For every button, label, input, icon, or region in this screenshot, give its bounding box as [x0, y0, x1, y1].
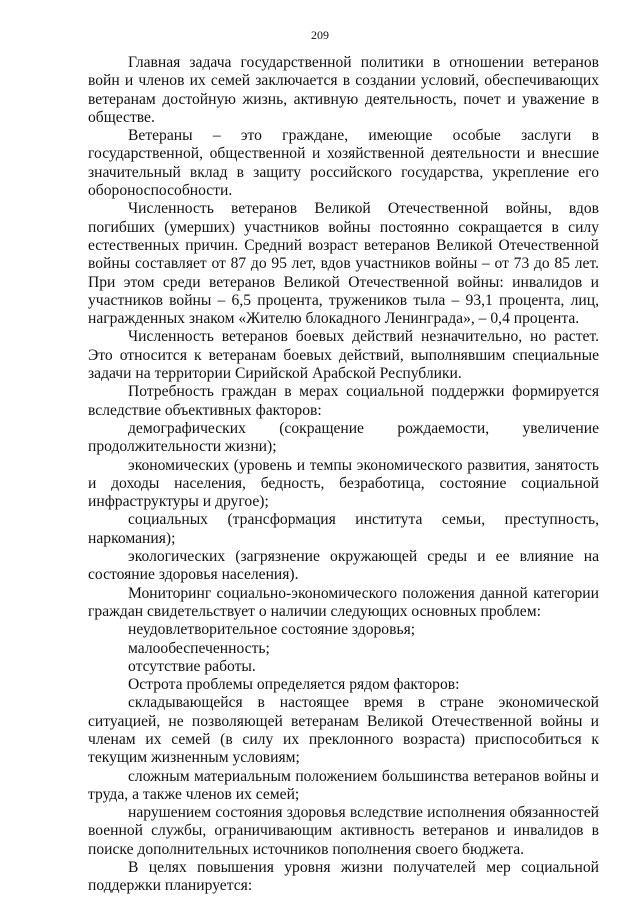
paragraph: Острота проблемы определяется рядом факторов: [128, 676, 460, 694]
list-item: нарушением состояния здоровья вследствие исполнения обязанностей военной службы, ограничивающим активность ветеранов и инвалидов в поиске дополнительных источников пополнения своего бюджета. [88, 804, 599, 858]
paragraph: Численность ветеранов Великой Отечественной войны, вдов погибших (умерших) участников войны постоянно сокращается в силу естественных причин. Средний возраст ветеранов Великой Отечественной войны составляет от 87 до 95 лет, вдов участников войны – от 73 до 85 лет. При этом среди ветеранов Великой Отечественной войны: инвалидов и участников войны – 6,5 процента, тружеников тыла – 93,1 процента, лиц, награжденных знаком «Жителю блокадного Ленинграда», – 0,4 процента. [88, 200, 599, 328]
paragraph: Численность ветеранов боевых действий незначительно, но растет. Это относится к ветеранам боевых действий, выполнявшим специальные задачи на территории Сирийской Арабской Республики. [88, 328, 599, 383]
paragraph: Ветераны – это граждане, имеющие особые заслуги в государственной, общественной и хозяйственной деятельности и внесшие значительный вклад в защиту российского государства, укрепление его обороноспособности. [88, 127, 599, 200]
page-number: 209 [311, 28, 329, 42]
list-item: неудовлетворительное состояние здоровья; [128, 621, 416, 639]
paragraph: Мониторинг социально-экономического положения данной категории граждан свидетельствует о наличии следующих основных проблем: [88, 584, 599, 620]
paragraph: Потребность граждан в мерах социальной поддержки формируется вследствие объективных факторов: [88, 383, 599, 419]
paragraph: Главная задача государственной политики в отношении ветеранов войн и членов их семей заключается в создании условий, обеспечивающих ветеранам достойную жизнь, активную деятельность, почет и уважение в обществе. [88, 54, 599, 126]
list-item: демографических (сокращение рождаемости, увеличение продолжительности жизни); [88, 419, 599, 456]
list-item: отсутствие работы. [128, 657, 256, 675]
list-item: сложным материальным положением большинства ветеранов войны и труда, а также членов их семей; [88, 767, 599, 803]
list-item: социальных (трансформация института семьи, преступность, наркомания); [88, 511, 599, 547]
list-item: складывающейся в настоящее время в стране экономической ситуацией, не позволяющей ветеранам Великой Отечественной войны и членам их семей (в силу их преклонного возраста) приспособиться к текущим жизненным условиям; [88, 694, 599, 767]
list-item: экономических (уровень и темпы экономического развития, занятость и доходы населения, бедность, безработица, состояние социальной инфраструктуры и другое); [88, 456, 599, 511]
document-body [88, 54, 599, 896]
list-item: малообеспеченность; [128, 639, 270, 657]
paragraph: В целях повышения уровня жизни получателей мер социальной поддержки планируется: [88, 859, 599, 895]
list-item: экологических (загрязнение окружающей среды и ее влияние на состояние здоровья населения). [88, 548, 599, 584]
